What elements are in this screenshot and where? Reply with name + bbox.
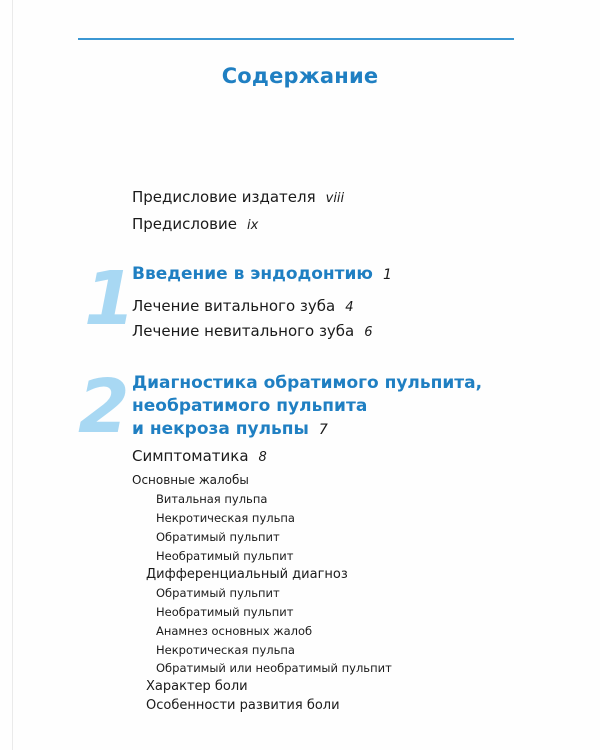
entry-label: Лечение невитального зуба bbox=[132, 322, 355, 340]
chapter-page: 1 bbox=[382, 267, 392, 283]
toc-subentry[interactable]: Необратимый пульпит bbox=[156, 549, 294, 563]
chapter-title-line: необратимого пульпита bbox=[132, 396, 368, 416]
toc-subentry[interactable]: Обратимый или необратимый пульпит bbox=[156, 661, 392, 675]
entry-page: 6 bbox=[364, 325, 373, 340]
toc-subentry[interactable]: Характер боли bbox=[146, 679, 248, 694]
toc-subentry[interactable]: Особенности развития боли bbox=[146, 698, 340, 713]
toc-subentry[interactable]: Витальная пульпа bbox=[156, 492, 268, 506]
toc-entry[interactable] bbox=[132, 322, 373, 340]
toc-entry[interactable] bbox=[132, 297, 353, 315]
page-title: Содержание bbox=[221, 64, 379, 88]
toc-entry[interactable] bbox=[132, 215, 258, 233]
toc-subentry[interactable]: Некротическая пульпа bbox=[156, 511, 295, 525]
entry-label: Предисловие bbox=[132, 215, 237, 233]
chapter-title[interactable] bbox=[132, 372, 482, 442]
chapter-title[interactable] bbox=[132, 263, 392, 287]
toc-subentry[interactable]: Анамнез основных жалоб bbox=[156, 624, 313, 638]
toc-subentry[interactable]: Дифференциальный диагноз bbox=[146, 567, 348, 582]
entry-page: ix bbox=[246, 218, 259, 233]
chapter-page: 7 bbox=[318, 422, 328, 438]
toc-subentry[interactable]: Обратимый пульпит bbox=[156, 530, 280, 544]
entry-page: 4 bbox=[345, 300, 354, 315]
entry-label: Симптоматика bbox=[132, 447, 249, 465]
toc-entry[interactable] bbox=[132, 447, 267, 465]
chapter-number: 1 bbox=[84, 256, 136, 342]
chapter-title-line: Диагностика обратимого пульпита, bbox=[132, 373, 483, 393]
entry-page: viii bbox=[325, 191, 345, 206]
toc-subentry[interactable]: Необратимый пульпит bbox=[156, 605, 294, 619]
chapter-number: 2 bbox=[78, 364, 130, 450]
toc-subentry[interactable]: Некротическая пульпа bbox=[156, 643, 295, 657]
entry-label: Лечение витального зуба bbox=[132, 297, 336, 315]
toc-entry[interactable] bbox=[132, 188, 344, 206]
entry-label: Предисловие издателя bbox=[132, 188, 316, 206]
toc-subentry[interactable]: Обратимый пульпит bbox=[156, 586, 280, 600]
chapter-title-text: Введение в эндодонтию bbox=[132, 264, 373, 284]
toc-subentry[interactable]: Основные жалобы bbox=[132, 473, 249, 487]
page-edge bbox=[12, 0, 13, 750]
chapter-title-line: и некроза пульпы bbox=[132, 419, 309, 439]
top-rule bbox=[78, 38, 514, 40]
entry-page: 8 bbox=[258, 450, 267, 465]
